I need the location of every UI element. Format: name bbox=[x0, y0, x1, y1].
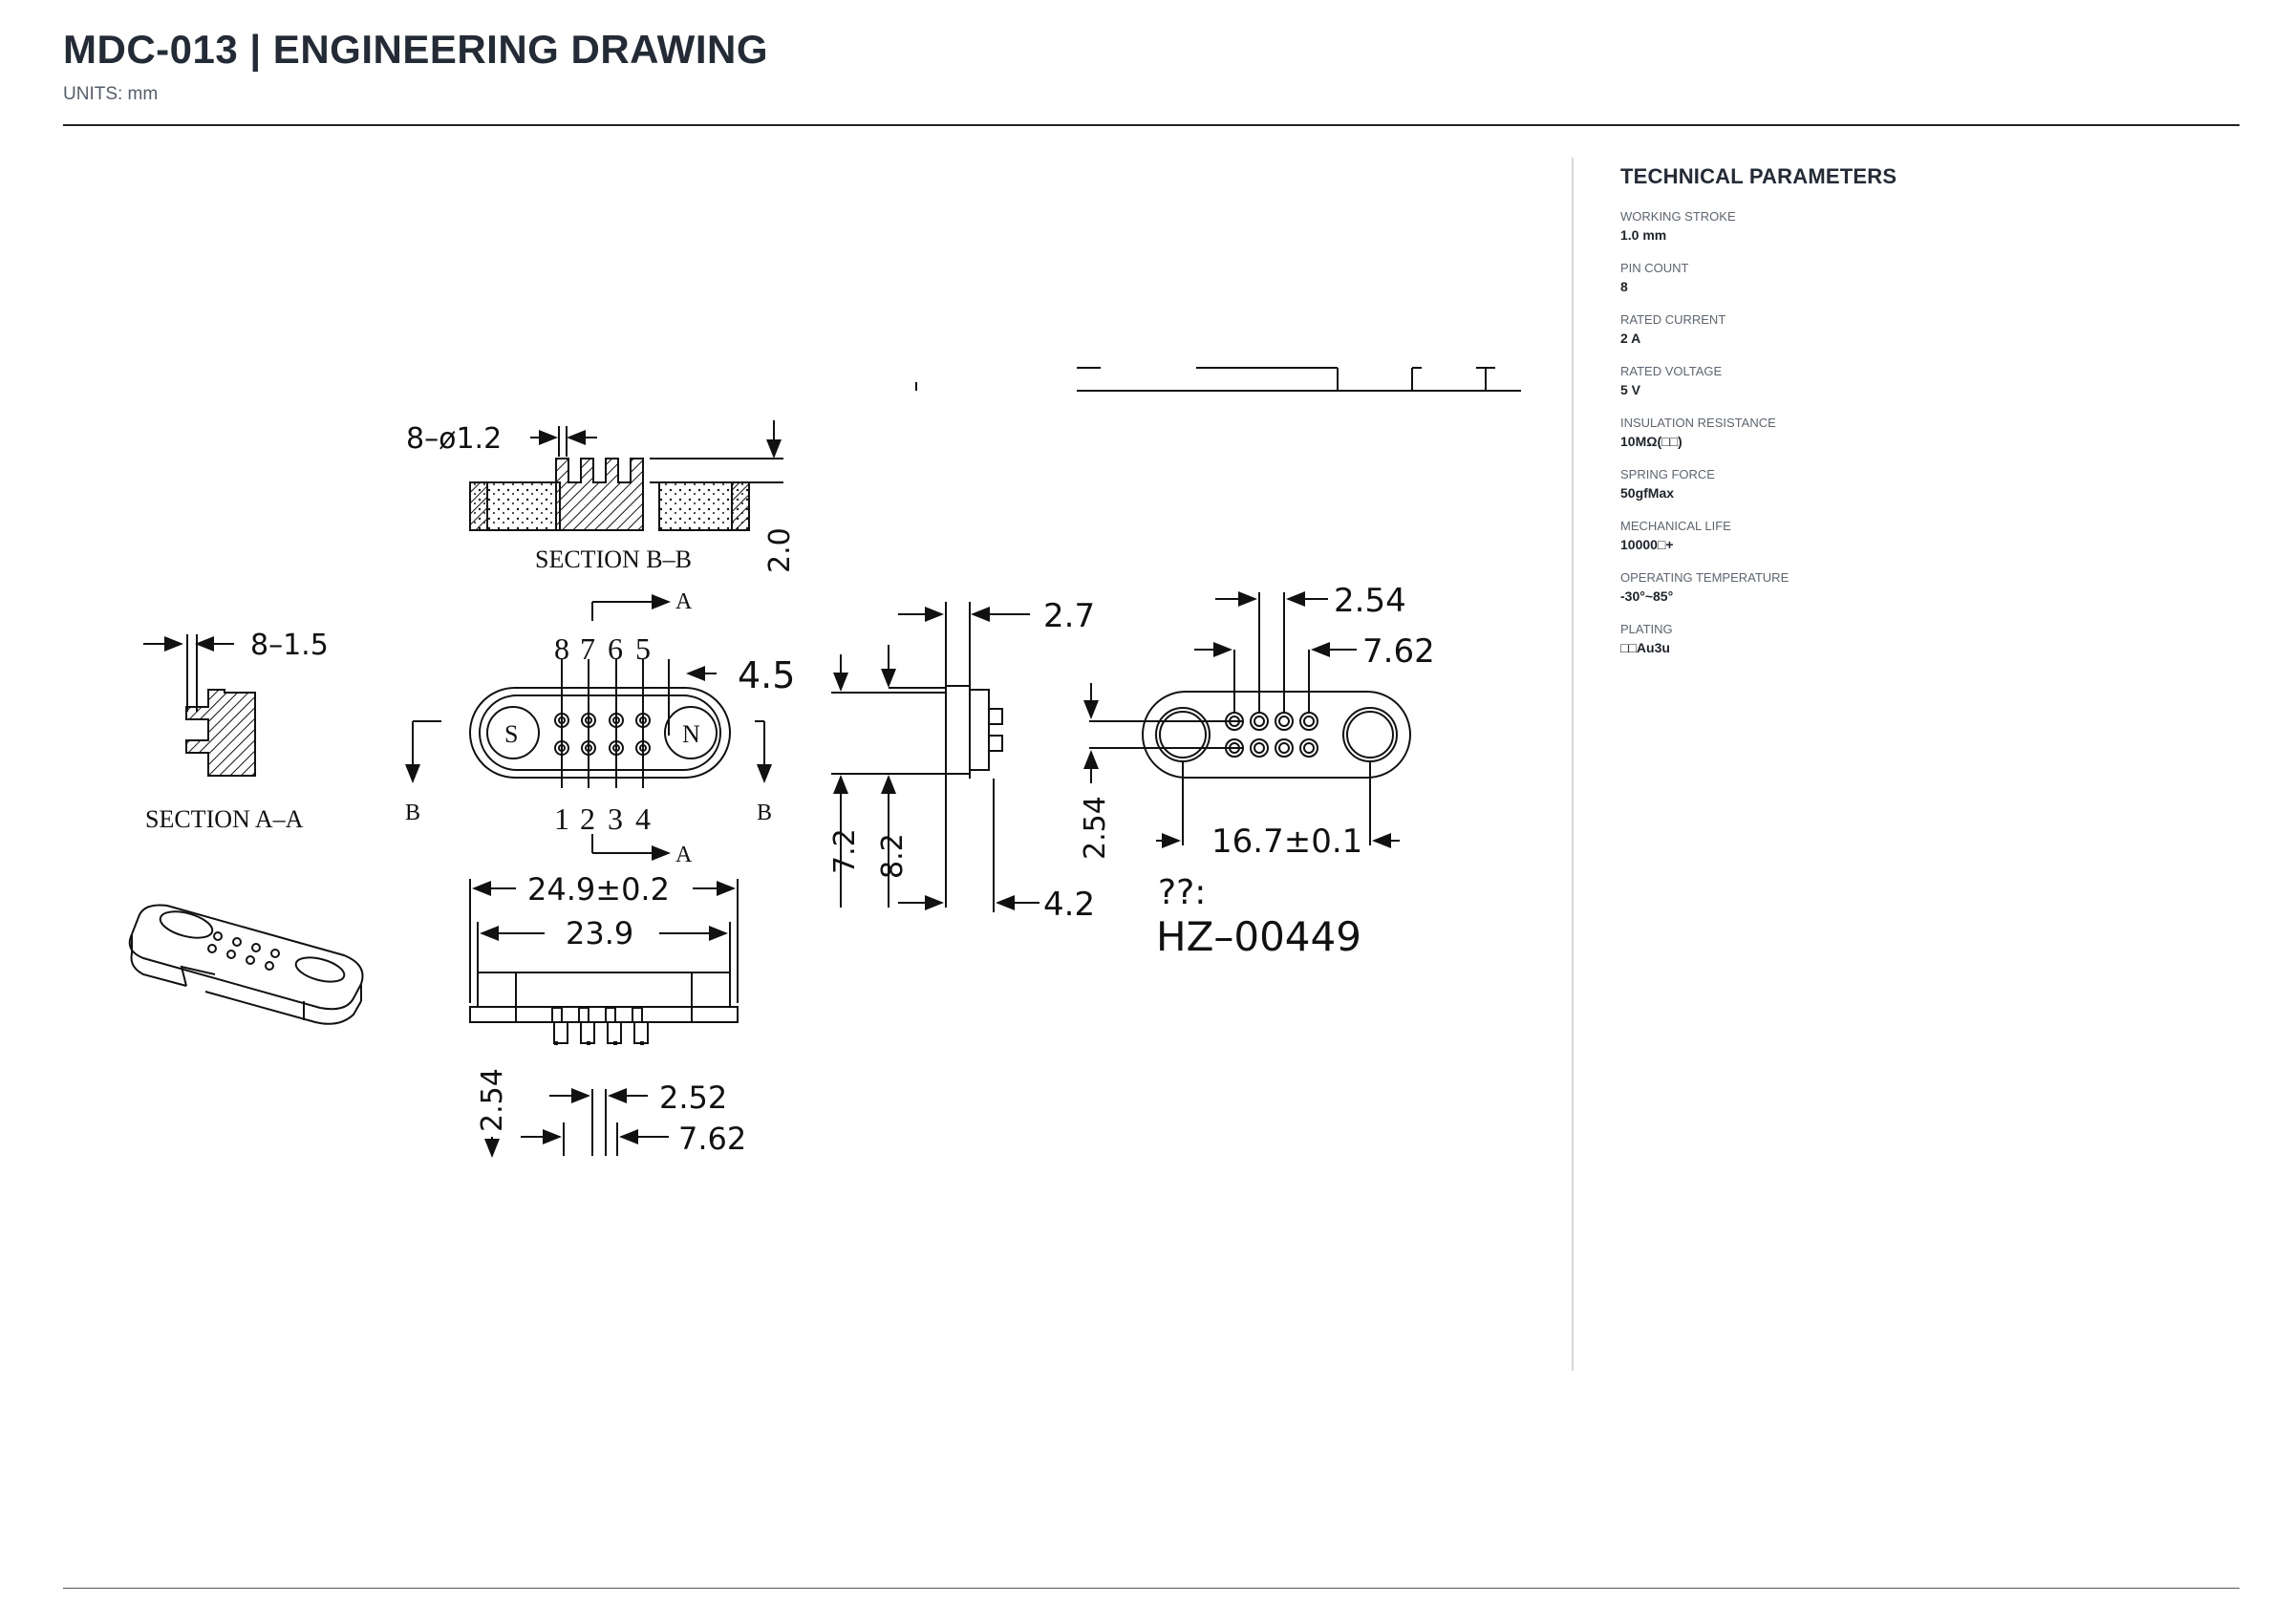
param-label: RATED CURRENT bbox=[1620, 312, 1726, 327]
section-aa-caption: SECTION A–A bbox=[145, 805, 304, 833]
param-mechanical-life bbox=[1620, 518, 2213, 554]
footer-rule bbox=[63, 1588, 2239, 1589]
bottom-height-label: 2.54 bbox=[476, 1068, 509, 1132]
model-prefix: ??: bbox=[1158, 873, 1207, 912]
north-pole-label: N bbox=[682, 720, 700, 748]
bottom-pin-2: 2 bbox=[580, 801, 595, 836]
side-view bbox=[828, 597, 1095, 924]
bottom-pin-4: 4 bbox=[635, 801, 651, 836]
param-value: 5 V bbox=[1620, 382, 1641, 397]
top-pin-6: 6 bbox=[608, 631, 623, 666]
technical-parameters-panel bbox=[1620, 164, 2213, 673]
pcb-span-label: 16.7±0.1 bbox=[1211, 823, 1363, 861]
header-rule bbox=[63, 124, 2239, 126]
param-pin-count bbox=[1620, 260, 2213, 296]
bottom-pin-1: 1 bbox=[554, 801, 569, 836]
side-top-label: 2.7 bbox=[1043, 597, 1096, 635]
section-a-top: A bbox=[675, 589, 693, 614]
pcb-height-label: 2.54 bbox=[1079, 796, 1112, 860]
param-operating-temperature bbox=[1620, 569, 2213, 606]
top-pin-7: 7 bbox=[580, 631, 595, 666]
section-b-right: B bbox=[757, 801, 773, 825]
param-label: PLATING bbox=[1620, 622, 1673, 636]
section-b-left: B bbox=[405, 801, 421, 825]
section-bb-view bbox=[406, 420, 797, 573]
param-rated-current bbox=[1620, 311, 2213, 348]
param-value: 10MΩ(□□) bbox=[1620, 434, 1682, 449]
parameters-heading: TECHNICAL PARAMETERS bbox=[1620, 164, 1897, 188]
side-dim-8-2: 8.2 bbox=[876, 833, 910, 879]
section-a-bottom: A bbox=[675, 843, 693, 867]
param-value: □□Au3u bbox=[1620, 640, 1670, 655]
param-label: WORKING STROKE bbox=[1620, 209, 1736, 224]
bottom-pin-3: 3 bbox=[608, 801, 623, 836]
param-spring-force bbox=[1620, 466, 2213, 502]
page-title: MDC-013 | ENGINEERING DRAWING bbox=[63, 27, 768, 72]
front-width-label: 4.5 bbox=[738, 654, 796, 696]
south-pole-label: S bbox=[504, 720, 519, 748]
pcb-row-label: 7.62 bbox=[1362, 632, 1435, 671]
param-value: 1.0 mm bbox=[1620, 227, 1667, 243]
top-pin-5: 5 bbox=[635, 631, 651, 666]
side-dim-7-2: 7.2 bbox=[828, 828, 862, 874]
units-label: UNITS: mm bbox=[63, 84, 159, 104]
section-height-label: 2.0 bbox=[763, 527, 797, 573]
param-label: RATED VOLTAGE bbox=[1620, 364, 1723, 378]
isometric-view bbox=[130, 906, 363, 1024]
bottom-row-label: 7.62 bbox=[678, 1121, 747, 1157]
param-rated-voltage bbox=[1620, 363, 2213, 399]
param-label: PIN COUNT bbox=[1620, 261, 1689, 275]
param-working-stroke bbox=[1620, 208, 2213, 245]
pcb-footprint-view bbox=[1079, 582, 1435, 861]
param-value: 10000□+ bbox=[1620, 537, 1674, 552]
engineering-drawing bbox=[63, 134, 1554, 1548]
frame-fragment bbox=[916, 368, 1521, 391]
panel-divider bbox=[1572, 158, 1574, 1371]
pin-holes bbox=[555, 714, 650, 755]
section-aa-view bbox=[143, 629, 329, 833]
param-label: OPERATING TEMPERATURE bbox=[1620, 570, 1789, 585]
bottom-view bbox=[470, 871, 746, 1157]
param-label: INSULATION RESISTANCE bbox=[1620, 416, 1776, 430]
pcb-pitch-label: 2.54 bbox=[1334, 582, 1406, 620]
param-value: 8 bbox=[1620, 279, 1628, 294]
front-view bbox=[405, 589, 795, 867]
param-value: 50gfMax bbox=[1620, 485, 1675, 501]
param-label: MECHANICAL LIFE bbox=[1620, 519, 1731, 533]
side-bottom-label: 4.2 bbox=[1043, 886, 1096, 924]
bottom-pitch-label: 2.52 bbox=[659, 1079, 728, 1116]
overall-length-label: 24.9±0.2 bbox=[527, 871, 670, 908]
param-value: -30°~85° bbox=[1620, 588, 1674, 604]
model-number: HZ–00449 bbox=[1156, 913, 1361, 960]
param-insulation-resistance bbox=[1620, 415, 2213, 451]
section-bb-caption: SECTION B–B bbox=[535, 545, 692, 573]
section-aa-dim-label: 8–1.5 bbox=[250, 629, 329, 662]
pin-diameter-label: 8–ø1.2 bbox=[406, 422, 503, 456]
param-value: 2 A bbox=[1620, 331, 1641, 346]
param-plating bbox=[1620, 621, 2213, 657]
param-label: SPRING FORCE bbox=[1620, 467, 1715, 481]
top-pin-8: 8 bbox=[554, 631, 569, 666]
body-length-label: 23.9 bbox=[566, 915, 634, 951]
